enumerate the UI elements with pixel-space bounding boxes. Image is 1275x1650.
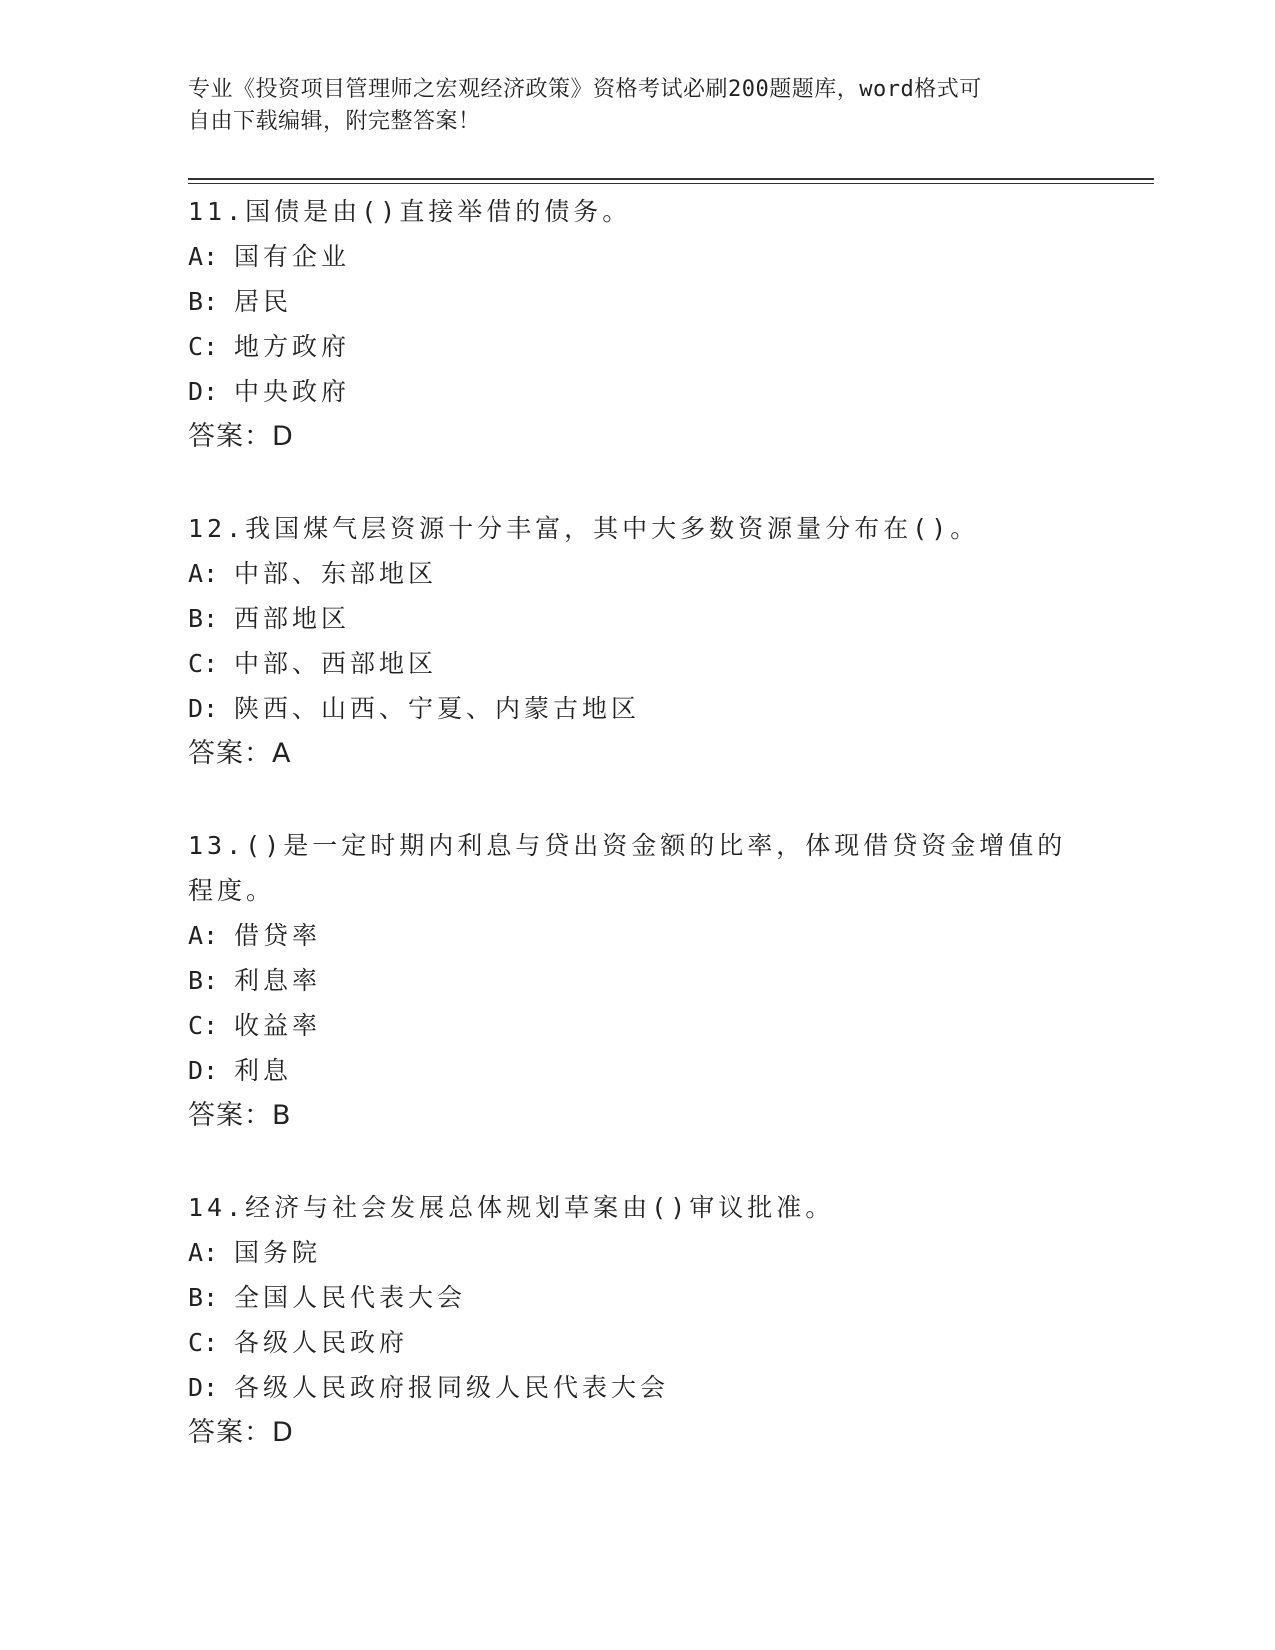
option-text: 中央政府 [234, 377, 351, 406]
option-text: 居民 [234, 287, 293, 316]
question-stem: 14.经济与社会发展总体规划草案由()审议批准。 [188, 1193, 835, 1222]
option-text: 中部、西部地区 [234, 649, 438, 678]
header-line-1: 专业《投资项目管理师之宏观经济政策》资格考试必刷200题题库，word格式可 [188, 77, 982, 102]
option-letter: A: [188, 242, 219, 271]
option-text: 全国人民代表大会 [234, 1283, 467, 1312]
option-a [188, 551, 1088, 596]
option-text: 地方政府 [234, 332, 351, 361]
option-a [188, 234, 1088, 279]
answer-label: 答案：B [188, 1100, 292, 1131]
option-text: 国务院 [234, 1238, 322, 1267]
option-letter: C: [188, 649, 219, 678]
option-b [188, 1275, 1088, 1320]
option-b [188, 596, 1088, 641]
option-b [188, 958, 1088, 1003]
option-text: 各级人民政府报同级人民代表大会 [234, 1373, 670, 1402]
option-letter: C: [188, 332, 219, 361]
option-letter: B: [188, 966, 219, 995]
question-13 [188, 823, 1088, 1139]
option-letter: C: [188, 1328, 219, 1357]
option-text: 中部、东部地区 [234, 559, 438, 588]
option-text: 国有企业 [234, 242, 351, 271]
answer-label: 答案：A [188, 738, 292, 769]
option-text: 各级人民政府 [234, 1328, 409, 1357]
option-letter: D: [188, 1056, 219, 1085]
option-text: 收益率 [234, 1011, 322, 1040]
question-stem: 13.()是一定时期内利息与贷出资金额的比率，体现借贷资金增值的程度。 [188, 831, 1067, 905]
option-d [188, 369, 1088, 414]
option-letter: D: [188, 1373, 219, 1402]
question-14 [188, 1185, 1088, 1456]
header-line-2: 自由下载编辑，附完整答案！ [188, 109, 481, 134]
option-b [188, 279, 1088, 324]
option-c [188, 641, 1088, 686]
option-a [188, 1230, 1088, 1275]
header-divider-thin [188, 183, 1154, 184]
answer-label: 答案：D [188, 1417, 294, 1448]
option-text: 利息 [234, 1056, 293, 1085]
option-c [188, 1320, 1088, 1365]
option-a [188, 913, 1088, 958]
option-letter: A: [188, 1238, 219, 1267]
option-c [188, 1003, 1088, 1048]
option-d [188, 686, 1088, 731]
question-stem: 12.我国煤气层资源十分丰富，其中大多数资源量分布在()。 [188, 514, 980, 543]
option-text: 借贷率 [234, 921, 322, 950]
document-header [188, 74, 1088, 138]
option-letter: A: [188, 921, 219, 950]
option-d [188, 1365, 1088, 1410]
question-11 [188, 189, 1088, 460]
option-text: 陕西、山西、宁夏、内蒙古地区 [234, 694, 641, 723]
option-letter: D: [188, 377, 219, 406]
option-letter: A: [188, 559, 219, 588]
option-d [188, 1048, 1088, 1093]
option-letter: B: [188, 604, 219, 633]
question-stem: 11.国债是由()直接举借的债务。 [188, 197, 632, 226]
header-divider-thick [188, 178, 1154, 180]
option-letter: C: [188, 1011, 219, 1040]
question-list [188, 189, 1088, 1502]
option-letter: B: [188, 287, 219, 316]
answer-label: 答案：D [188, 421, 294, 452]
option-text: 利息率 [234, 966, 322, 995]
option-text: 西部地区 [234, 604, 351, 633]
option-letter: B: [188, 1283, 219, 1312]
option-c [188, 324, 1088, 369]
option-letter: D: [188, 694, 219, 723]
question-12 [188, 506, 1088, 777]
